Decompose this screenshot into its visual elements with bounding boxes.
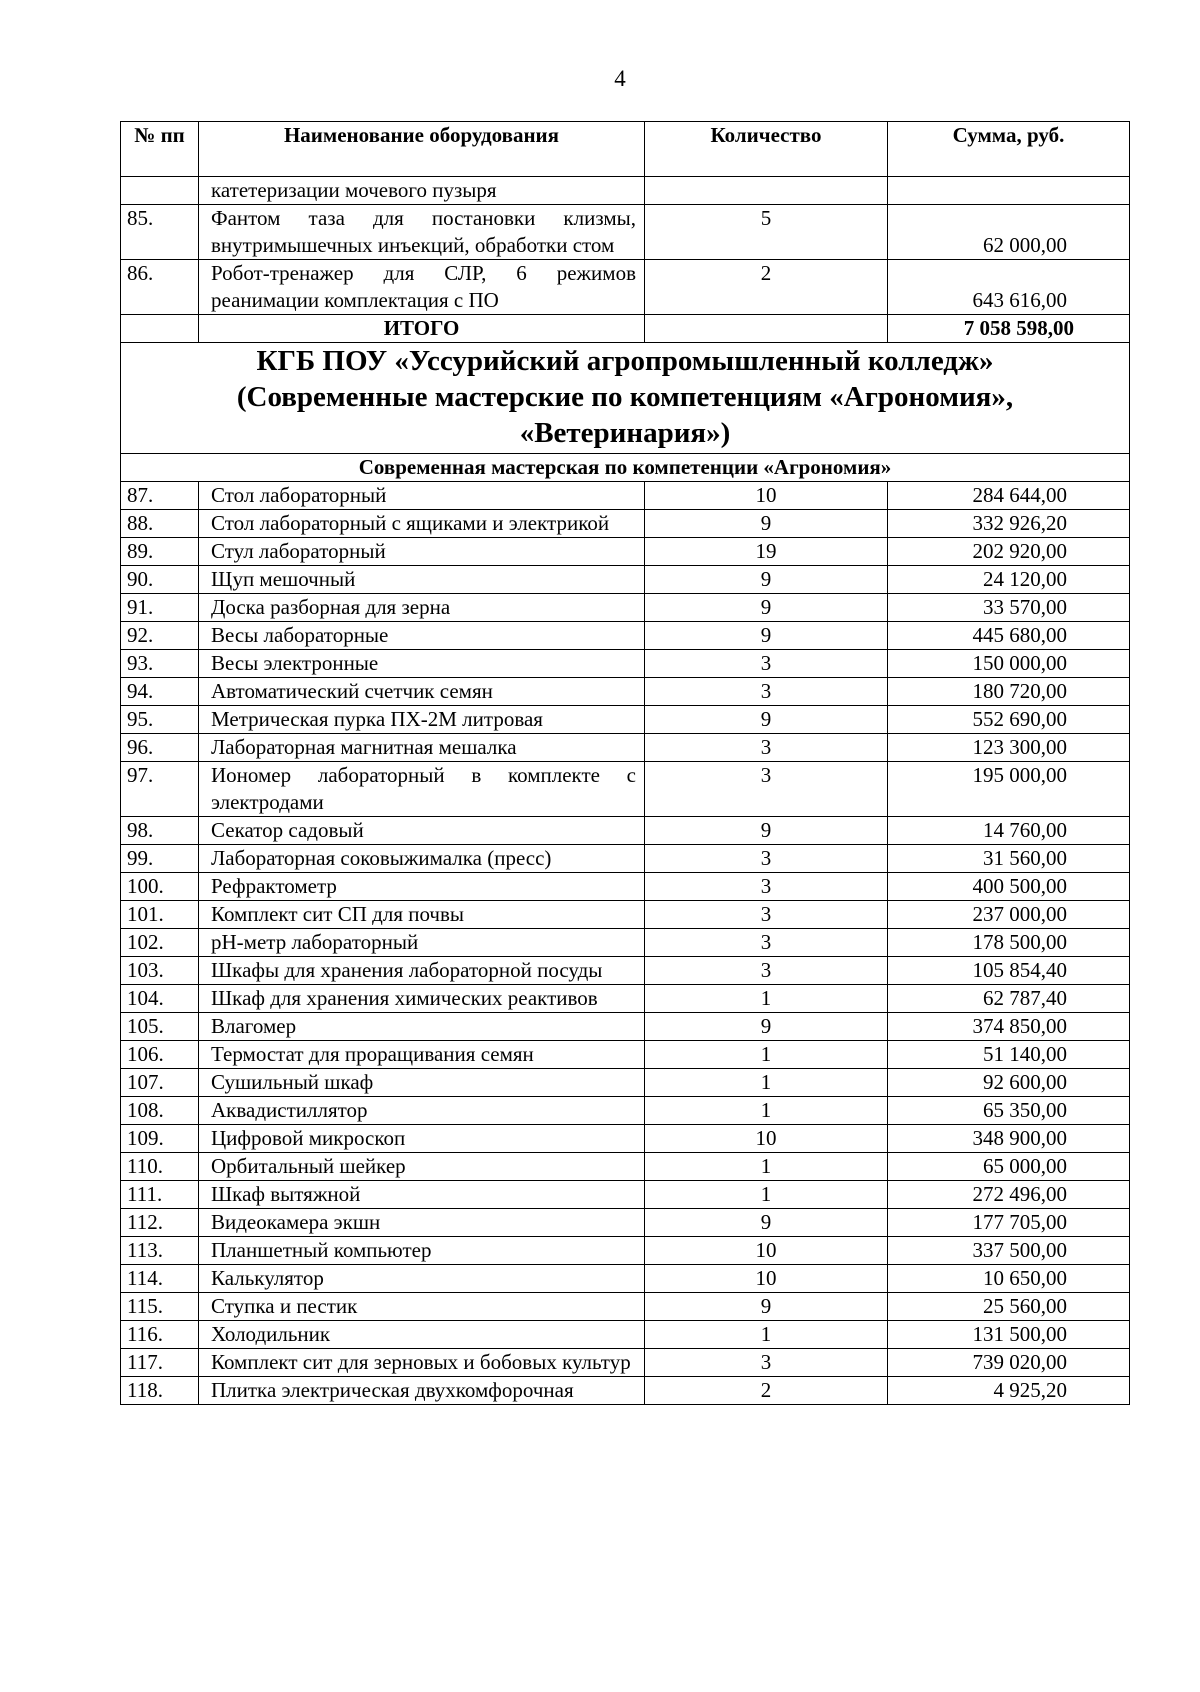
row-number: 113. xyxy=(121,1237,199,1265)
row-name: Лабораторная магнитная мешалка xyxy=(199,734,645,762)
table-row xyxy=(121,566,1130,594)
row-sum: 4 925,20 xyxy=(888,1377,1130,1405)
row-sum: 180 720,00 xyxy=(888,678,1130,706)
table-row xyxy=(121,260,1130,315)
row-name: Робот-тренажер для СЛР, 6 режимов реанимации комплектация с ПО xyxy=(199,260,645,315)
row-name: Доска разборная для зерна xyxy=(199,594,645,622)
table-row xyxy=(121,1013,1130,1041)
row-name: Иономер лабораторный в комплекте с электродами xyxy=(199,762,645,817)
row-qty: 3 xyxy=(645,957,888,985)
organization-line-3: «Ветеринария») xyxy=(519,417,731,449)
row-name: Сушильный шкаф xyxy=(199,1069,645,1097)
row-number: 109. xyxy=(121,1125,199,1153)
row-qty: 1 xyxy=(645,1041,888,1069)
row-sum: 195 000,00 xyxy=(888,762,1130,817)
row-number: 96. xyxy=(121,734,199,762)
row-name: Ступка и пестик xyxy=(199,1293,645,1321)
row-number: 95. xyxy=(121,706,199,734)
row-qty: 9 xyxy=(645,706,888,734)
row-qty: 2 xyxy=(645,260,888,315)
row-name: Калькулятор xyxy=(199,1265,645,1293)
row-number: 110. xyxy=(121,1153,199,1181)
row-sum: 131 500,00 xyxy=(888,1321,1130,1349)
table-row xyxy=(121,650,1130,678)
organization-line-1: КГБ ПОУ «Уссурийский агропромышленный колледж» xyxy=(256,345,994,377)
table-row xyxy=(121,1349,1130,1377)
table-row xyxy=(121,1321,1130,1349)
row-name: Стул лабораторный xyxy=(199,538,645,566)
row-number: 116. xyxy=(121,1321,199,1349)
row-qty: 1 xyxy=(645,1153,888,1181)
row-qty: 10 xyxy=(645,1265,888,1293)
row-name: Фантом таза для постановки клизмы, внутримышечных инъекций, обработки стом xyxy=(199,205,645,260)
row-name: Аквадистиллятор xyxy=(199,1097,645,1125)
table-row xyxy=(121,734,1130,762)
table-row xyxy=(121,1097,1130,1125)
row-name: pH-метр лабораторный xyxy=(199,929,645,957)
table-row xyxy=(121,1265,1130,1293)
row-number: 99. xyxy=(121,845,199,873)
total-sum: 7 058 598,00 xyxy=(888,315,1130,343)
header-sum: Сумма, руб. xyxy=(888,122,1130,177)
row-number: 105. xyxy=(121,1013,199,1041)
equipment-table xyxy=(120,121,1130,1405)
organization-line-2: (Современные мастерские по компетенциям «Агрономия», xyxy=(236,381,1014,413)
row-name: Весы электронные xyxy=(199,650,645,678)
row-sum: 24 120,00 xyxy=(888,566,1130,594)
table-row xyxy=(121,845,1130,873)
table-row xyxy=(121,1209,1130,1237)
row-qty: 9 xyxy=(645,1293,888,1321)
row-qty: 9 xyxy=(645,594,888,622)
row-sum: 178 500,00 xyxy=(888,929,1130,957)
table-row xyxy=(121,1041,1130,1069)
row-name: Планшетный компьютер xyxy=(199,1237,645,1265)
row-number: 91. xyxy=(121,594,199,622)
row-number: 87. xyxy=(121,482,199,510)
row-number: 94. xyxy=(121,678,199,706)
row-name: Цифровой микроскоп xyxy=(199,1125,645,1153)
row-number: 107. xyxy=(121,1069,199,1097)
row-qty: 3 xyxy=(645,901,888,929)
table-row xyxy=(121,510,1130,538)
page-number: 4 xyxy=(614,66,626,91)
row-sum: 374 850,00 xyxy=(888,1013,1130,1041)
table-row xyxy=(121,957,1130,985)
row-qty: 3 xyxy=(645,1349,888,1377)
row-name: Щуп мешочный xyxy=(199,566,645,594)
row-qty: 3 xyxy=(645,650,888,678)
row-sum: 33 570,00 xyxy=(888,594,1130,622)
row-name: Стол лабораторный xyxy=(199,482,645,510)
row-qty: 19 xyxy=(645,538,888,566)
section-title: Современная мастерская по компетенции «Агрономия» xyxy=(121,454,1130,482)
row-qty: 10 xyxy=(645,482,888,510)
row-number: 106. xyxy=(121,1041,199,1069)
row-number: 114. xyxy=(121,1265,199,1293)
row-number: 97. xyxy=(121,762,199,817)
table-row xyxy=(121,1237,1130,1265)
row-sum: 62 787,40 xyxy=(888,985,1130,1013)
row-name: Шкаф для хранения химических реактивов xyxy=(199,985,645,1013)
row-sum: 62 000,00 xyxy=(888,205,1130,260)
row-qty: 10 xyxy=(645,1125,888,1153)
table-row xyxy=(121,762,1130,817)
row-qty: 10 xyxy=(645,1237,888,1265)
row-qty: 9 xyxy=(645,622,888,650)
row-name: Стол лабораторный с ящиками и электрикой xyxy=(199,510,645,538)
row-sum: 123 300,00 xyxy=(888,734,1130,762)
table-row xyxy=(121,817,1130,845)
row-qty: 1 xyxy=(645,1181,888,1209)
table-row xyxy=(121,205,1130,260)
row-name: Автоматический счетчик семян xyxy=(199,678,645,706)
row-number: 93. xyxy=(121,650,199,678)
row-name: Влагомер xyxy=(199,1013,645,1041)
row-qty: 3 xyxy=(645,929,888,957)
row-sum: 445 680,00 xyxy=(888,622,1130,650)
total-label: ИТОГО xyxy=(199,315,645,343)
table-row xyxy=(121,1153,1130,1181)
row-name: Лабораторная соковыжималка (пресс) xyxy=(199,845,645,873)
row-name: Термостат для проращивания семян xyxy=(199,1041,645,1069)
header-no: № пп xyxy=(121,122,199,177)
row-number: 117. xyxy=(121,1349,199,1377)
row-qty: 1 xyxy=(645,1097,888,1125)
row-name: Видеокамера экшн xyxy=(199,1209,645,1237)
row-name: Весы лабораторные xyxy=(199,622,645,650)
row-sum: 337 500,00 xyxy=(888,1237,1130,1265)
row-sum: 10 650,00 xyxy=(888,1265,1130,1293)
row-qty: 2 xyxy=(645,1377,888,1405)
row-name: Рефрактометр xyxy=(199,873,645,901)
row-name: Комплект сит для зерновых и бобовых культур xyxy=(199,1349,645,1377)
row-number: 85. xyxy=(121,205,199,260)
row-qty: 3 xyxy=(645,845,888,873)
row-qty: 3 xyxy=(645,873,888,901)
row-qty: 1 xyxy=(645,1321,888,1349)
row-number: 101. xyxy=(121,901,199,929)
table-row xyxy=(121,929,1130,957)
row-qty: 3 xyxy=(645,734,888,762)
row-name: Метрическая пурка ПХ-2М литровая xyxy=(199,706,645,734)
row-sum: 92 600,00 xyxy=(888,1069,1130,1097)
row-sum: 739 020,00 xyxy=(888,1349,1130,1377)
continued-name: катетеризации мочевого пузыря xyxy=(199,177,645,205)
table-row xyxy=(121,706,1130,734)
row-qty: 9 xyxy=(645,510,888,538)
table-row xyxy=(121,1293,1130,1321)
table-row xyxy=(121,901,1130,929)
header-qty: Количество xyxy=(645,122,888,177)
row-sum: 65 350,00 xyxy=(888,1097,1130,1125)
row-sum: 237 000,00 xyxy=(888,901,1130,929)
row-name: Секатор садовый xyxy=(199,817,645,845)
row-sum: 552 690,00 xyxy=(888,706,1130,734)
table-row xyxy=(121,622,1130,650)
row-qty: 9 xyxy=(645,1209,888,1237)
row-number: 112. xyxy=(121,1209,199,1237)
row-number: 104. xyxy=(121,985,199,1013)
row-sum: 150 000,00 xyxy=(888,650,1130,678)
row-sum: 348 900,00 xyxy=(888,1125,1130,1153)
row-number: 88. xyxy=(121,510,199,538)
table-header-row xyxy=(121,122,1130,177)
row-name: Комплект сит СП для почвы xyxy=(199,901,645,929)
items-body xyxy=(121,482,1130,1405)
row-qty: 3 xyxy=(645,678,888,706)
table-row xyxy=(121,482,1130,510)
row-qty: 9 xyxy=(645,566,888,594)
row-qty: 3 xyxy=(645,762,888,817)
table-row xyxy=(121,594,1130,622)
organization-title xyxy=(121,343,1130,454)
row-number: 92. xyxy=(121,622,199,650)
table-row xyxy=(121,1181,1130,1209)
table-row xyxy=(121,678,1130,706)
row-sum: 105 854,40 xyxy=(888,957,1130,985)
row-sum: 400 500,00 xyxy=(888,873,1130,901)
row-sum: 14 760,00 xyxy=(888,817,1130,845)
row-sum: 65 000,00 xyxy=(888,1153,1130,1181)
row-sum: 31 560,00 xyxy=(888,845,1130,873)
row-sum: 25 560,00 xyxy=(888,1293,1130,1321)
row-name: Шкафы для хранения лабораторной посуды xyxy=(199,957,645,985)
row-sum: 272 496,00 xyxy=(888,1181,1130,1209)
row-sum: 643 616,00 xyxy=(888,260,1130,315)
row-name: Плитка электрическая двухкомфорочная xyxy=(199,1377,645,1405)
row-number: 100. xyxy=(121,873,199,901)
row-name: Шкаф вытяжной xyxy=(199,1181,645,1209)
row-number: 118. xyxy=(121,1377,199,1405)
header-name: Наименование оборудования xyxy=(199,122,645,177)
continued-row xyxy=(121,177,1130,205)
table-row xyxy=(121,1377,1130,1405)
row-number: 102. xyxy=(121,929,199,957)
row-qty: 1 xyxy=(645,985,888,1013)
table-row xyxy=(121,1069,1130,1097)
organization-row xyxy=(121,343,1130,454)
table-row xyxy=(121,538,1130,566)
row-qty: 9 xyxy=(645,817,888,845)
row-name: Орбитальный шейкер xyxy=(199,1153,645,1181)
row-sum: 202 920,00 xyxy=(888,538,1130,566)
table-row xyxy=(121,1125,1130,1153)
row-number: 103. xyxy=(121,957,199,985)
row-number: 115. xyxy=(121,1293,199,1321)
row-name: Холодильник xyxy=(199,1321,645,1349)
row-number: 90. xyxy=(121,566,199,594)
row-qty: 1 xyxy=(645,1069,888,1097)
row-sum: 332 926,20 xyxy=(888,510,1130,538)
row-number: 86. xyxy=(121,260,199,315)
row-number: 108. xyxy=(121,1097,199,1125)
row-number: 111. xyxy=(121,1181,199,1209)
table-row xyxy=(121,985,1130,1013)
row-qty: 9 xyxy=(645,1013,888,1041)
section-row xyxy=(121,454,1130,482)
row-sum: 177 705,00 xyxy=(888,1209,1130,1237)
row-sum: 284 644,00 xyxy=(888,482,1130,510)
table-row xyxy=(121,873,1130,901)
row-number: 89. xyxy=(121,538,199,566)
total-row xyxy=(121,315,1130,343)
row-sum: 51 140,00 xyxy=(888,1041,1130,1069)
row-qty: 5 xyxy=(645,205,888,260)
row-number: 98. xyxy=(121,817,199,845)
